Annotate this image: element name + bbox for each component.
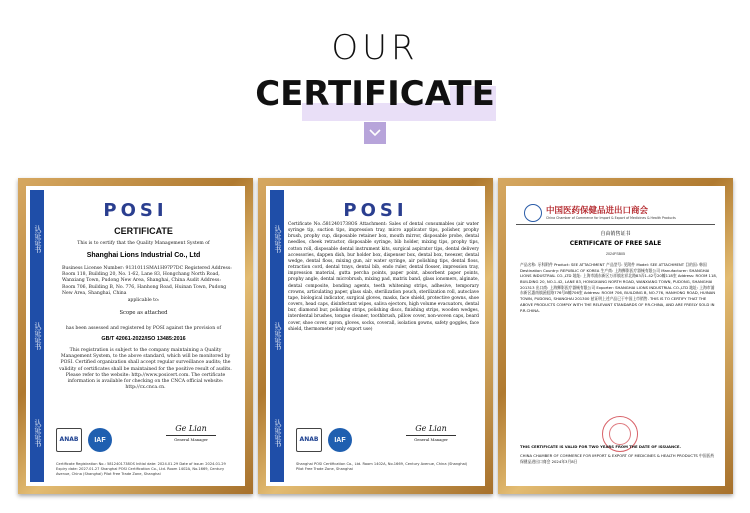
divider [516, 224, 715, 225]
accreditation-badges [56, 426, 112, 454]
certificate-page [266, 186, 485, 486]
side-strip-text: 认证证书 [34, 419, 41, 448]
company-name: Shanghai Lions Industrial Co., Ltd [86, 252, 201, 259]
company-address: Business License Number: 9131011SMA1H97P7DC Registered Address: Room 118, Building 20, No. 1-62, Lane 83, Hongchang North Road, Wanxiang Town, Pudong New Area, Shanghai, China Audit Address: Room 706, Building B, No. 776, Hanhong Road, Huinan Town, Pudong New Area, Shanghai, China [62, 266, 232, 296]
applicable-label: applicable to: [127, 298, 160, 303]
header-line-our: OUR [331, 28, 419, 68]
side-strip-text: 认证证书 [274, 224, 281, 253]
certificate-side-strip [30, 190, 44, 482]
side-strip-text: 认证证书 [34, 224, 41, 253]
validity-text: THIS CERTIFICATE IS VALID FOR TWO YEARS FROM THE DATE OF ISSUANCE. [520, 444, 681, 449]
certificate-page [506, 186, 725, 486]
certificate-intro: This is to certify that the Quality Management System of [77, 241, 210, 246]
iaf-logo: IAF [88, 428, 112, 452]
header-title: CERTIFICATE [255, 74, 495, 114]
scope-text: Scope as attached [119, 310, 168, 316]
certificate-frame-free-sale[interactable] [498, 178, 733, 494]
anab-logo: ANAB [296, 428, 322, 452]
assessed-text: has been assessed and registered by POSI against the provision of [65, 326, 222, 331]
validity-statement [520, 444, 717, 465]
certificate-body: 产品名称: 牙科附件 Product: SEE ATTACHMENT 产品型号: 见附件 Model: SEE ATTACHMENT 目的国: 韩国 Destination Country: REPUBLIC OF KOREA 生产商: 上海狮影医疗器械有限公司 Manufacturer: SHANGHAI LIONS INDUSTRIAL CO.,LTD 地址: 上海市浦东新区万祥镇宏祥北路83弄1-42号20幢118室 Address: ROOM 118, BUILDING 20, NO.1-42, LANE 83, HONGXIANG NORTH ROAD, WANXIANG TOWN, PUDONG, SHANGHAI 201313 出口商: 上海狮影医疗器械有限公司 Exporter: SHANGHAI LIONS INDUSTRIAL CO.,LTD 地址: 上海市浦东新区惠南镇函虹路776号B幢706室 Address: ROOM 706, BUILDING B, NO.776, HANHONG ROAD, HUINAN TOWN, PUDONG, SHANGHAI 201300 兹证明上述产品已于中国上市销售. THIS IS TO CERTIFY THAT THE ABOVE PRODUCTS COMPLY WITH THE RELEVANT STANDARDS OF P.R.CHINA, AND ARE FREELY SOLD IN P.R.CHINA. [520, 262, 718, 313]
signature: Ge Lian [415, 424, 447, 433]
anab-logo: ANAB [56, 428, 82, 452]
certificate-body: This registration is subject to the company maintaining a Quality Management System, to the above standard, which will be monitored by POSI. Certified organization shall accept regular surveillance audits; the validity of certificates shall be maintained for the positive result of audits. Please refer to the website: http://www.posicert.com. The certificate information is available for checking on the CNCA official website: http://cx.cnca.cn. [59, 348, 232, 391]
chevron-down-icon[interactable] [364, 122, 386, 144]
signature-block [406, 424, 456, 442]
page-header [0, 0, 750, 150]
side-strip-text: 认证证书 [274, 419, 281, 448]
standard-text: GB/T 42061-2022/ISO 13485:2016 [101, 336, 186, 342]
certificate-title: CERTIFICATE OF FREE SALE [569, 240, 662, 247]
accreditation-badges [296, 426, 352, 454]
certificate-footer: Shanghai POSI Certification Co., Ltd. Room 1402A, No.1669, Century Avenue, China (Shanghai) Pilot Free Trade Zone, Shanghai [296, 462, 468, 472]
certificate-subtitle-cn: 自由销售证书 [600, 231, 631, 237]
chamber-logo-icon [524, 204, 542, 222]
side-strip-text: 认证证书 [34, 321, 41, 350]
issuer-text: CHINA CHAMBER OF COMMERCE FOR IMPORT & EXPORT OF MEDICINES & HEALTH PRODUCTS 中国医药保健品进出口商会 2024年3月8日 [520, 453, 715, 464]
iaf-logo: IAF [328, 428, 352, 452]
attachment-text: Certificate No.:5812401738OS Attachment: Sales of dental consumables (air water syringe tip, suction tips, impression tray, micro applicator tips, polisher, prophy brush, prophy cup, disposable retainer box, mouth mirror, disposable probe, dental needles, cheek retractor, disposable syringe, bib holder, mixing tips, prophy tips, cotton roll, disposable dental instrument kits, surgical aspirator tips, dental delivery accessories, dappen dish, bur holder box, dispenser box, dental box, tweezer, dental wedge, dental floss, mixing gun, air water syringe, air polishing tips, dental floss, retraction cord, dental trays, dental bib, endo ruler, dental flosser, impression tray, impression material, gutta percha points, paper point, absorbent paper points, prophy angle, dental microbrush, mixing pad, matrix band, glass ionomers, alginate, dental composite, bonding agents, teeth whitening strips, adhesive, temporary crowns, articulating paper, glass slab, sterilization pouch, sterilization roll, autoclave tape, biological indicator, surgical gloves, masks, face shield, protective gowns, shoe covers, head caps, disinfectant wipes, saliva ejectors, high volume evacuators, dental bur, diamond bur, polishing strips, polishing discs, finishing strips, wooden wedges, interdental brushes, tongue cleaner, toothbrush, pillow cover, non-woven caps, beard cover, shoe cover, apron, gloves, socks, coverall, isolation gowns, safety goggles, face shield, thermometer (only export use) [288, 222, 479, 332]
certificate-frame-attachment[interactable] [258, 178, 493, 494]
signature-role: General Manager [406, 435, 456, 442]
chamber-name-cn: 中国医药保健品进出口商会 [546, 206, 649, 216]
signature-block [166, 424, 216, 442]
chamber-name-en: China Chamber of Commerce for Import & Export of Medicines & Health Products [546, 216, 676, 220]
signature-role: General Manager [166, 435, 216, 442]
signature: Ge Lian [175, 424, 207, 433]
certificate-number: 2024FSB05 [606, 252, 625, 256]
posi-logo: POSI [343, 200, 408, 221]
certificate-side-strip [270, 190, 284, 482]
certificate-footer: Certificate Registration No.: 5812401738OS Initial date: 2024.01.29 Date of issue: 2024.01.29 Expiry date: 2027.01.27 Shanghai POSI Certification Co., Ltd. Room 1402A, No.1669, Century Avenue, China (Shanghai) Pilot Free Trade Zone, Shanghai [56, 462, 226, 477]
certificate-page [26, 186, 245, 486]
certificate-title: CERTIFICATE [114, 226, 173, 236]
certificate-frame-quality[interactable] [18, 178, 253, 494]
side-strip-text: 认证证书 [274, 321, 281, 350]
posi-logo: POSI [103, 200, 168, 221]
